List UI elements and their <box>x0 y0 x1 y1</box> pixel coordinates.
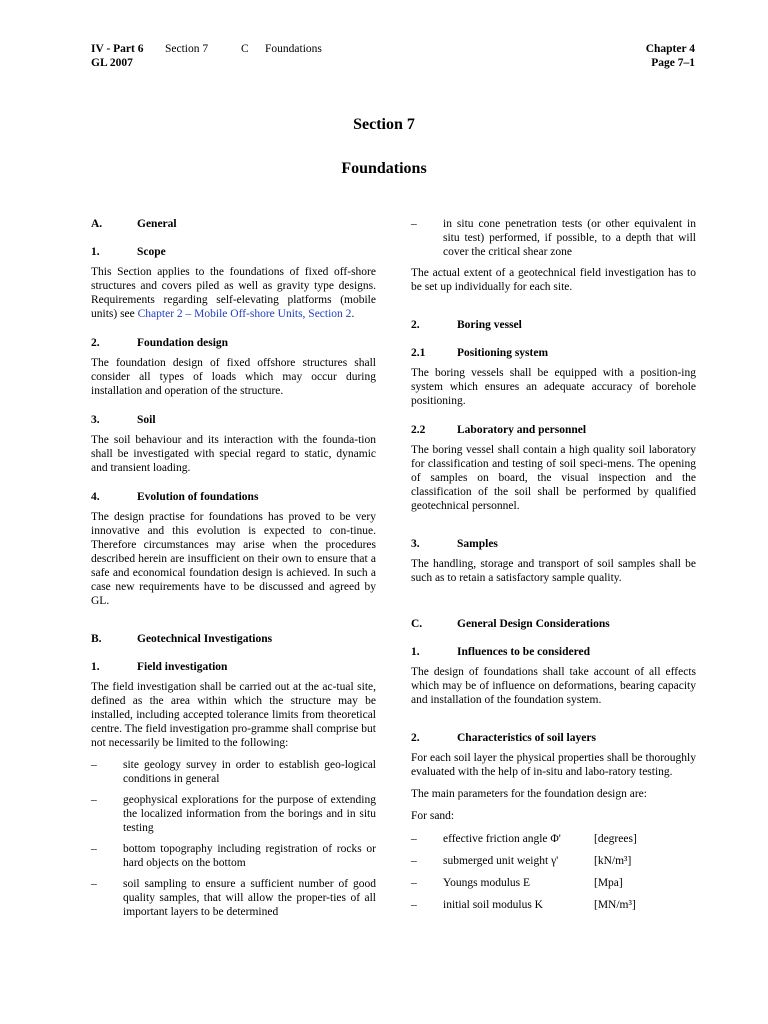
sand-param-row: – submerged unit weight γ' [kN/m³] <box>411 855 632 867</box>
list-item: – soil sampling to ensure a sufficient number of good quality samples, that will allow the proper-ties of all important layers to be determined <box>91 878 376 918</box>
running-header-left <box>91 42 322 70</box>
sand-param-row: – Youngs modulus E [Mpa] <box>411 877 623 889</box>
positioning-paragraph: The boring vessels shall be equipped with a position-ing system which ensures an adequate accuracy of borehole positioning. <box>411 367 696 407</box>
chapter-title: Foundations <box>341 160 427 177</box>
samples-paragraph: The handling, storage and transport of soil samples shall be such as to retain a satisfactory sample quality. <box>411 558 696 584</box>
page-label: Page 7–1 <box>651 57 695 69</box>
heading-c: C. General Design Considerations <box>411 618 610 630</box>
list-item: – geophysical explorations for the purpose of extending the localized information from the borings and in situ testing <box>91 794 376 834</box>
heading-b: B. Geotechnical Investigations <box>91 633 273 645</box>
soil-layers-paragraph: For each soil layer the physical properties shall be thoroughly evaluated with the help of in-situ and labo-ratory testing. <box>411 752 696 778</box>
evolution-paragraph: The design practise for foundations has proved to be very innovative and this evolution is expected to con-tinue. Therefore circumstances may arise when the procedures described herein are insufficient on their own to ensure that a safe and economical foundation design is achieved. In such a case new requirements have to be discussed and agreed by GL. <box>91 511 376 607</box>
list-item: – site geology survey in order to establish geo-logical conditions in general <box>91 759 376 785</box>
part-label: IV - Part 6 <box>91 43 144 55</box>
heading-a: A. General <box>91 218 177 230</box>
heading-b21: 2.1 Positioning system <box>411 347 549 359</box>
gl-label: GL 2007 <box>91 57 133 69</box>
heading-a1: 1. Scope <box>91 246 166 258</box>
sand-param-row: – effective friction angle Φ' [degrees] <box>411 833 637 845</box>
heading-a2: 2. Foundation design <box>91 337 229 349</box>
heading-b3: 3. Samples <box>411 538 498 550</box>
right-column <box>411 217 696 920</box>
list-item: – in situ cone penetration tests (or other equivalent in situ test) performed, if possible, to a depth that will cover the critical shear zone <box>411 218 696 258</box>
heading-b1: 1. Field investigation <box>91 661 228 673</box>
heading-c1: 1. Influences to be considered <box>411 646 590 658</box>
extent-paragraph: The actual extent of a geotechnical field investigation has to be set up individually for each site. <box>411 267 696 293</box>
letter-label: C <box>241 43 249 55</box>
foundation-design-paragraph: The foundation design of fixed offshore structures shall consider all types of loads which may occur during installation and operation of the structure. <box>91 357 376 397</box>
influences-paragraph: The design of foundations shall take account of all effects which may be of influence on deformations, bearing capacity and installation of the foundation system. <box>411 666 696 706</box>
heading-b22: 2.2 Laboratory and personnel <box>411 424 587 436</box>
for-sand-label: For sand: <box>411 810 455 822</box>
list-item: – bottom topography including registration of rocks or hard objects on the bottom <box>91 843 376 869</box>
soil-paragraph: The soil behaviour and its interaction with the founda-tion shall be investigated with special regard to static, dynamic and transient loading. <box>91 434 376 474</box>
heading-a3: 3. Soil <box>91 414 156 426</box>
left-column <box>91 217 376 926</box>
topic-label: Foundations <box>265 43 322 55</box>
section-label: Section 7 <box>165 43 209 55</box>
chapter-2-link[interactable]: Chapter 2 – Mobile Off-shore Units, Section 2 <box>137 308 352 320</box>
heading-a4: 4. Evolution of foundations <box>91 491 259 503</box>
sand-param-row: – initial soil modulus K [MN/m³] <box>411 899 636 911</box>
chapter-label: Chapter 4 <box>645 43 695 55</box>
scope-paragraph: This Section applies to the foundations of fixed off-shore structures and covers piled as well as gravity type designs. Requirements regarding self-elevating platforms (mobile units) see Chapter 2 – Mobile Off-shore Units, Section 2. <box>91 266 376 320</box>
field-investigation-paragraph: The field investigation shall be carried out at the ac-tual site, defined as the area within which the structure may be installed, including accepted tolerance limits from theoretical centre. The field investigation pro-gramme shall comprise but not necessarily be limited to the following: <box>91 681 376 749</box>
laboratory-paragraph: The boring vessel shall contain a high quality soil laboratory for classification and testing of soil speci-mens. The opening of samples on board, the visual inspection and the classification of the soil shall be performed by qualified geotechnical personnel. <box>411 444 696 512</box>
heading-b2: 2. Boring vessel <box>411 319 522 331</box>
section-title: Section 7 <box>353 116 415 133</box>
running-header-right <box>646 42 695 70</box>
heading-c2: 2. Characteristics of soil layers <box>411 732 596 744</box>
params-intro: The main parameters for the foundation design are: <box>411 788 647 800</box>
